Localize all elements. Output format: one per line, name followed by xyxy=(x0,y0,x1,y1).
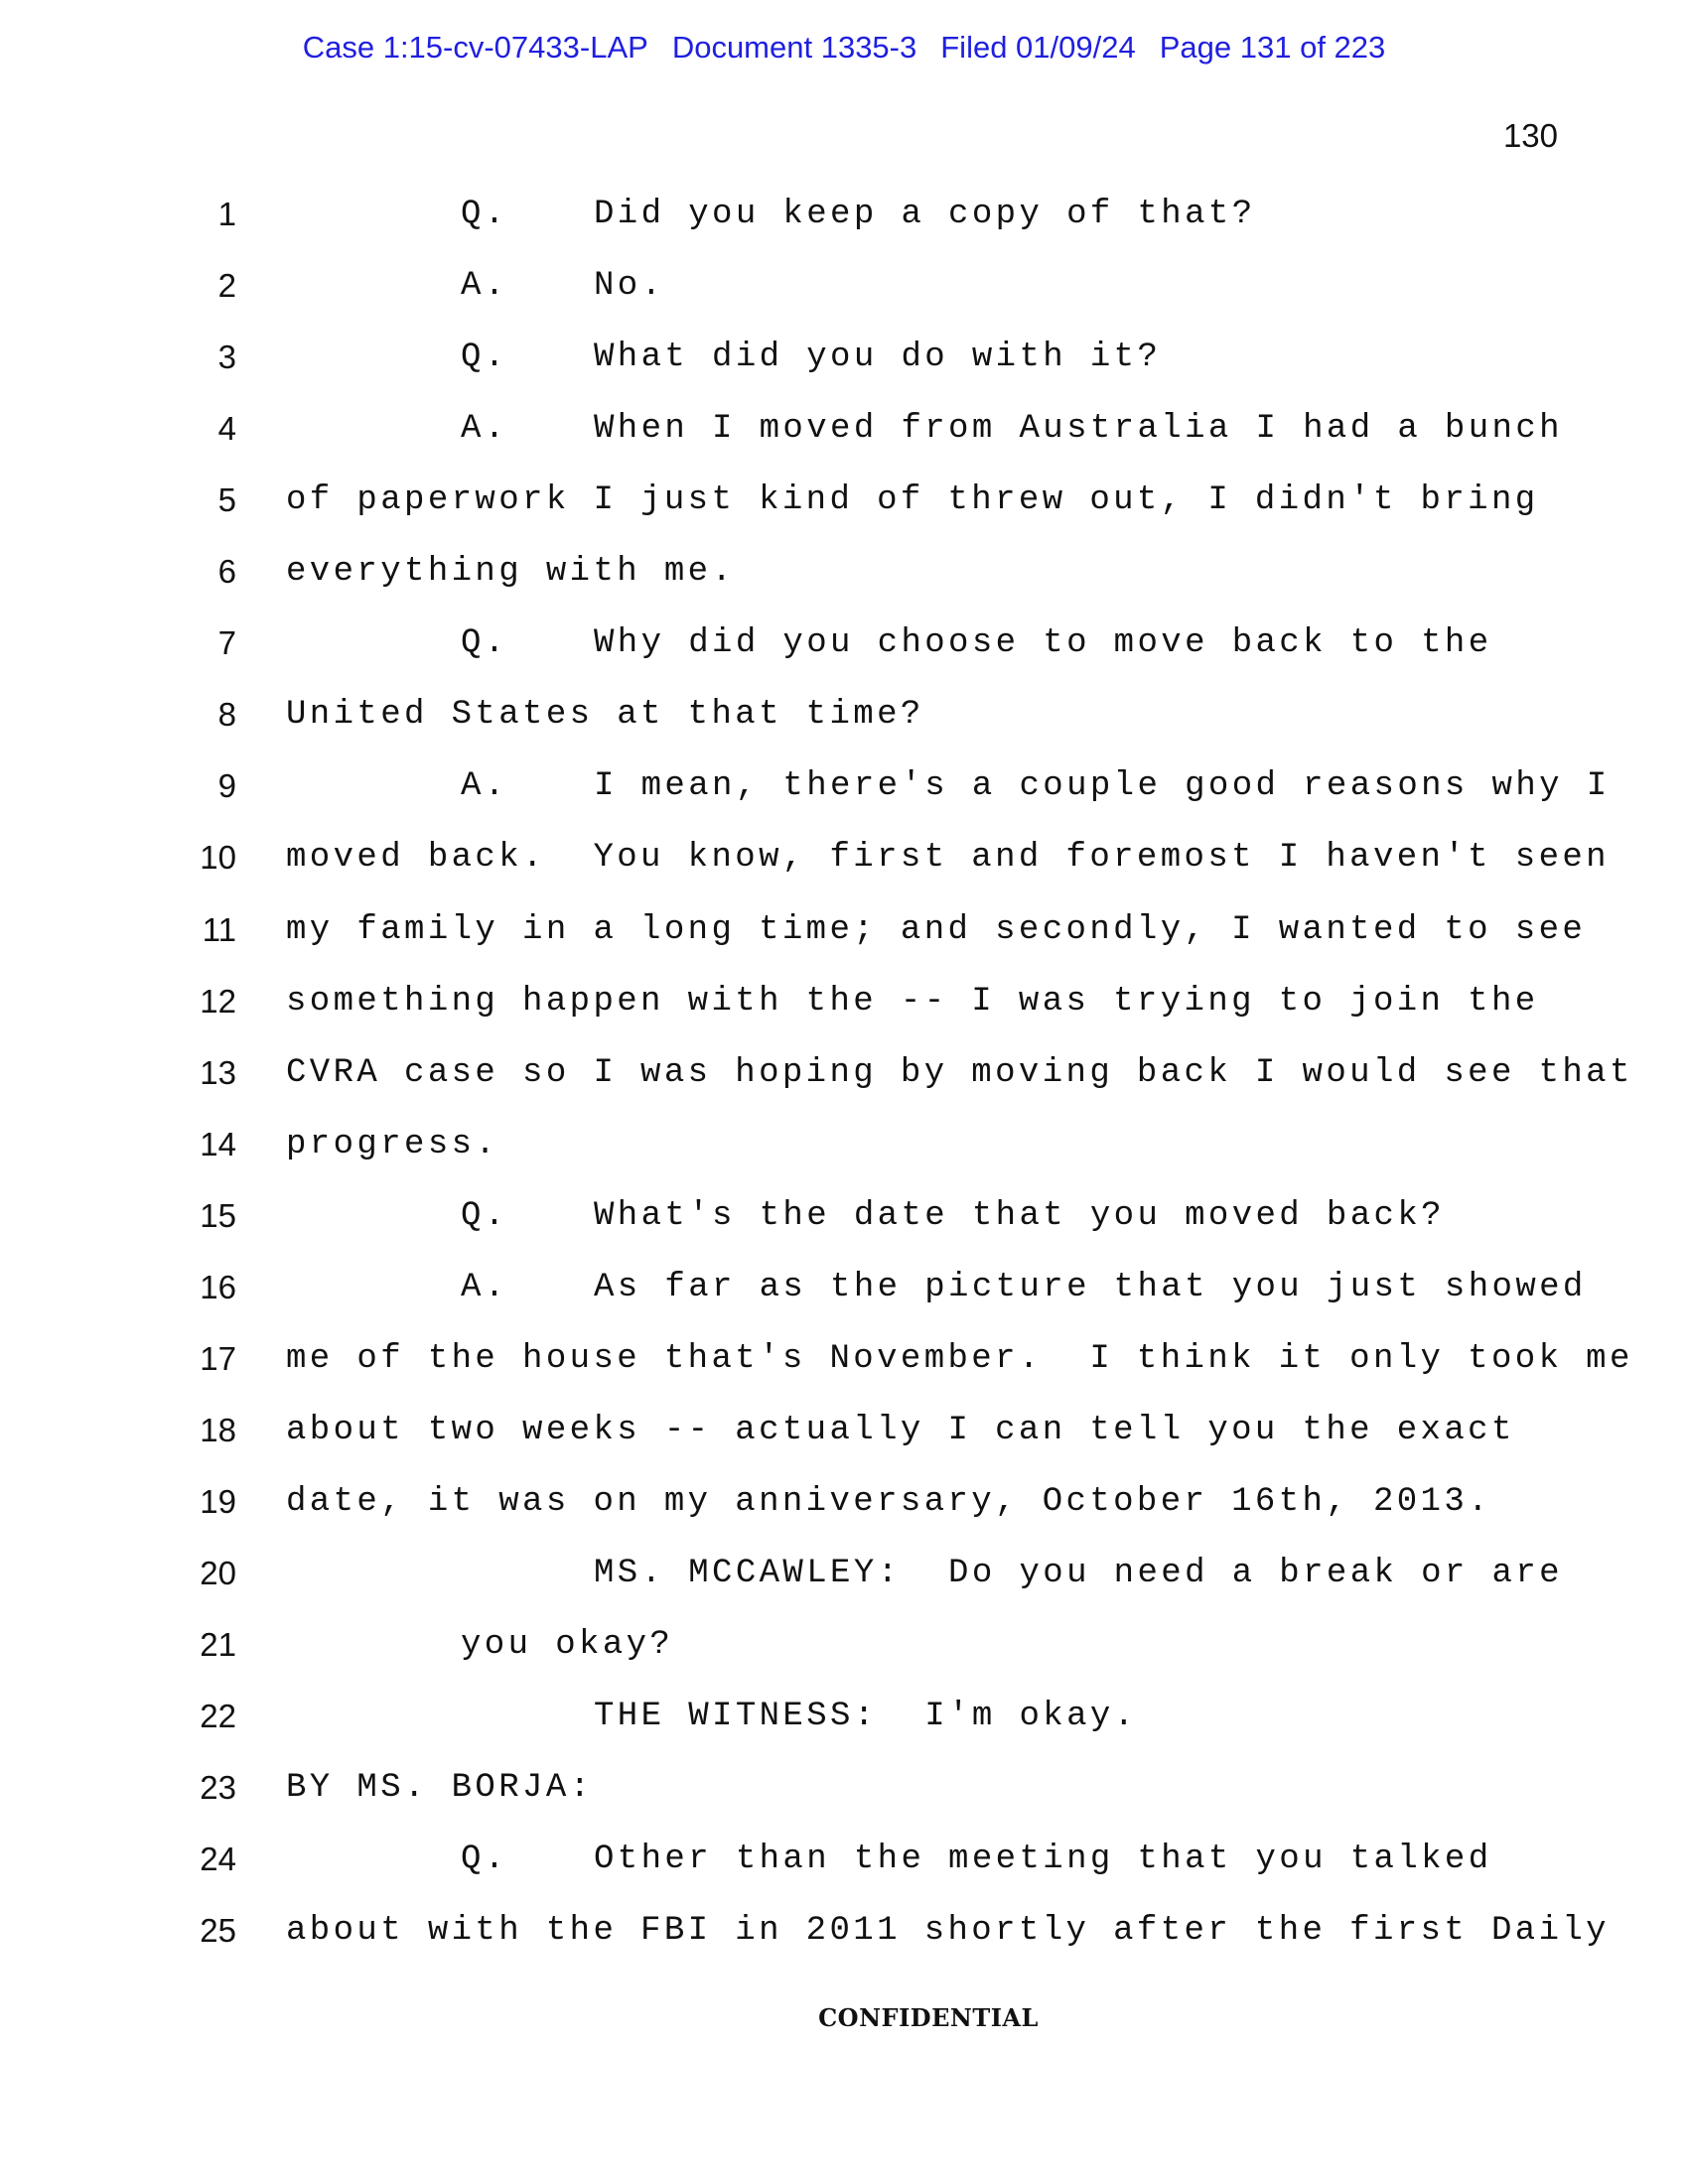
testimony-text: about with the FBI in 2011 shortly after the first Daily xyxy=(286,1912,1610,1951)
testimony-text: date, it was on my anniversary, October 16th, 2013. xyxy=(286,1482,1491,1521)
line-number: 10 xyxy=(200,839,236,877)
line-number: 18 xyxy=(200,1411,236,1448)
transcript-line xyxy=(0,542,1688,614)
transcript-line xyxy=(0,1401,1688,1472)
transcript-page-number: 130 xyxy=(1502,117,1558,154)
testimony-text: When I moved from Australia I had a bunch xyxy=(594,410,1563,449)
transcript-line xyxy=(0,828,1688,899)
line-number: 19 xyxy=(200,1482,236,1520)
transcript-line xyxy=(0,399,1688,471)
line-text xyxy=(286,828,1610,887)
transcript-line xyxy=(0,1544,1688,1615)
testimony-text: BY MS. BORJA: xyxy=(286,1769,594,1808)
transcript-line xyxy=(0,685,1688,756)
transcript-line xyxy=(0,1329,1688,1401)
transcript-line xyxy=(0,1043,1688,1115)
testimony-text: As far as the picture that you just showed xyxy=(594,1268,1587,1306)
document-number: Document 1335-3 xyxy=(671,30,917,65)
speaker-label: Q. xyxy=(461,1841,508,1879)
testimony-text: Did you keep a copy of that? xyxy=(594,196,1256,233)
confidential-label: CONFIDENTIAL xyxy=(818,2003,1039,2032)
transcript-line xyxy=(0,756,1688,828)
transcript-line xyxy=(0,328,1688,399)
testimony-text: about two weeks -- actually I can tell you the exact xyxy=(286,1411,1515,1449)
line-number: 7 xyxy=(217,624,236,662)
testimony-text: I mean, there's a couple good reasons why I xyxy=(594,767,1611,806)
line-text xyxy=(461,1830,1492,1889)
speaker-label: Q. xyxy=(461,339,508,377)
line-text xyxy=(286,900,1586,960)
testimony-text: my family in a long time; and secondly, I wanted to see xyxy=(286,910,1587,949)
transcript-line xyxy=(0,1758,1688,1830)
case-header xyxy=(0,30,1688,66)
speaker-label: Q. xyxy=(461,196,508,233)
line-text xyxy=(461,185,1256,244)
line-number: 14 xyxy=(200,1125,236,1162)
transcript-line xyxy=(0,1687,1688,1758)
line-text xyxy=(286,471,1539,530)
transcript-line xyxy=(0,1615,1688,1687)
page-of-total: Page 131 of 223 xyxy=(1159,30,1386,65)
speaker-label: A. xyxy=(461,767,508,806)
line-number: 22 xyxy=(200,1698,236,1735)
speaker-label: A. xyxy=(461,267,508,306)
line-number: 2 xyxy=(217,267,236,305)
line-number: 12 xyxy=(200,982,236,1020)
testimony-text: What's the date that you moved back? xyxy=(594,1196,1445,1235)
line-text xyxy=(286,542,735,602)
line-number: 16 xyxy=(200,1268,236,1305)
line-text xyxy=(461,1186,1445,1246)
line-text xyxy=(286,1043,1633,1103)
transcript-line xyxy=(0,972,1688,1043)
testimony-text: of paperwork I just kind of threw out, I didn't bring xyxy=(286,481,1539,520)
testimony-text: MS. MCCAWLEY: Do you need a break or are xyxy=(594,1554,1563,1592)
testimony-text: Why did you choose to move back to the xyxy=(594,624,1492,663)
testimony-text: me of the house that's November. I think it only took me xyxy=(286,1339,1633,1378)
line-text xyxy=(594,1687,1137,1746)
speaker-label: Q. xyxy=(461,1196,508,1235)
line-number: 20 xyxy=(200,1554,236,1591)
transcript-line xyxy=(0,614,1688,685)
line-text xyxy=(461,756,1611,816)
transcript-line xyxy=(0,900,1688,972)
testimony-text: What did you do with it? xyxy=(594,339,1162,377)
line-number: 5 xyxy=(217,481,236,519)
transcript-line xyxy=(0,471,1688,542)
line-number: 4 xyxy=(217,410,236,448)
transcript-line xyxy=(0,1472,1688,1544)
transcript-line xyxy=(0,256,1688,328)
line-text xyxy=(461,399,1563,459)
line-number: 1 xyxy=(217,196,236,232)
line-text xyxy=(286,685,924,745)
line-number: 9 xyxy=(217,767,236,805)
testimony-text: moved back. You know, first and foremost I haven't seen xyxy=(286,839,1610,878)
line-text xyxy=(461,1258,1587,1317)
line-number: 23 xyxy=(200,1769,236,1807)
line-number: 17 xyxy=(200,1339,236,1377)
testimony-text: United States at that time? xyxy=(286,696,924,735)
line-number: 6 xyxy=(217,553,236,591)
line-text xyxy=(286,1329,1633,1389)
transcript-line xyxy=(0,185,1688,256)
line-number: 11 xyxy=(202,910,236,948)
testimony-text: No. xyxy=(594,267,665,306)
line-number: 15 xyxy=(200,1196,236,1234)
line-text xyxy=(461,1615,673,1675)
testimony-text: THE WITNESS: I'm okay. xyxy=(594,1698,1138,1736)
speaker-label: Q. xyxy=(461,624,508,663)
transcript-line xyxy=(0,1830,1688,1901)
line-number: 13 xyxy=(200,1053,236,1091)
transcript-line xyxy=(0,1901,1688,1973)
transcript-line xyxy=(0,1115,1688,1186)
testimony-text: CVRA case so I was hoping by moving back I would see that xyxy=(286,1053,1633,1092)
line-text xyxy=(461,614,1492,673)
testimony-text: Other than the meeting that you talked xyxy=(594,1841,1492,1879)
line-text xyxy=(286,1401,1515,1460)
speaker-label: A. xyxy=(461,1268,508,1306)
speaker-label: A. xyxy=(461,410,508,449)
testimony-text: progress. xyxy=(286,1125,499,1163)
line-number: 3 xyxy=(217,339,236,376)
line-number: 8 xyxy=(217,696,236,734)
line-text xyxy=(286,1115,498,1174)
line-number: 25 xyxy=(200,1912,236,1950)
testimony-text: you okay? xyxy=(461,1626,674,1664)
case-number: Case 1:15-cv-07433-LAP xyxy=(302,30,648,65)
filed-date: Filed 01/09/24 xyxy=(940,30,1136,65)
testimony-text: everything with me. xyxy=(286,553,736,592)
transcript-line xyxy=(0,1258,1688,1329)
line-text xyxy=(594,1544,1563,1603)
line-text xyxy=(286,1472,1491,1532)
line-text xyxy=(286,1901,1610,1961)
transcript-line xyxy=(0,1186,1688,1258)
line-number: 21 xyxy=(200,1626,236,1663)
testimony-text: something happen with the -- I was trying to join the xyxy=(286,982,1539,1021)
line-text xyxy=(286,1758,593,1818)
line-number: 24 xyxy=(200,1841,236,1878)
line-text xyxy=(461,328,1161,387)
line-text xyxy=(461,256,664,316)
line-text xyxy=(286,972,1539,1031)
